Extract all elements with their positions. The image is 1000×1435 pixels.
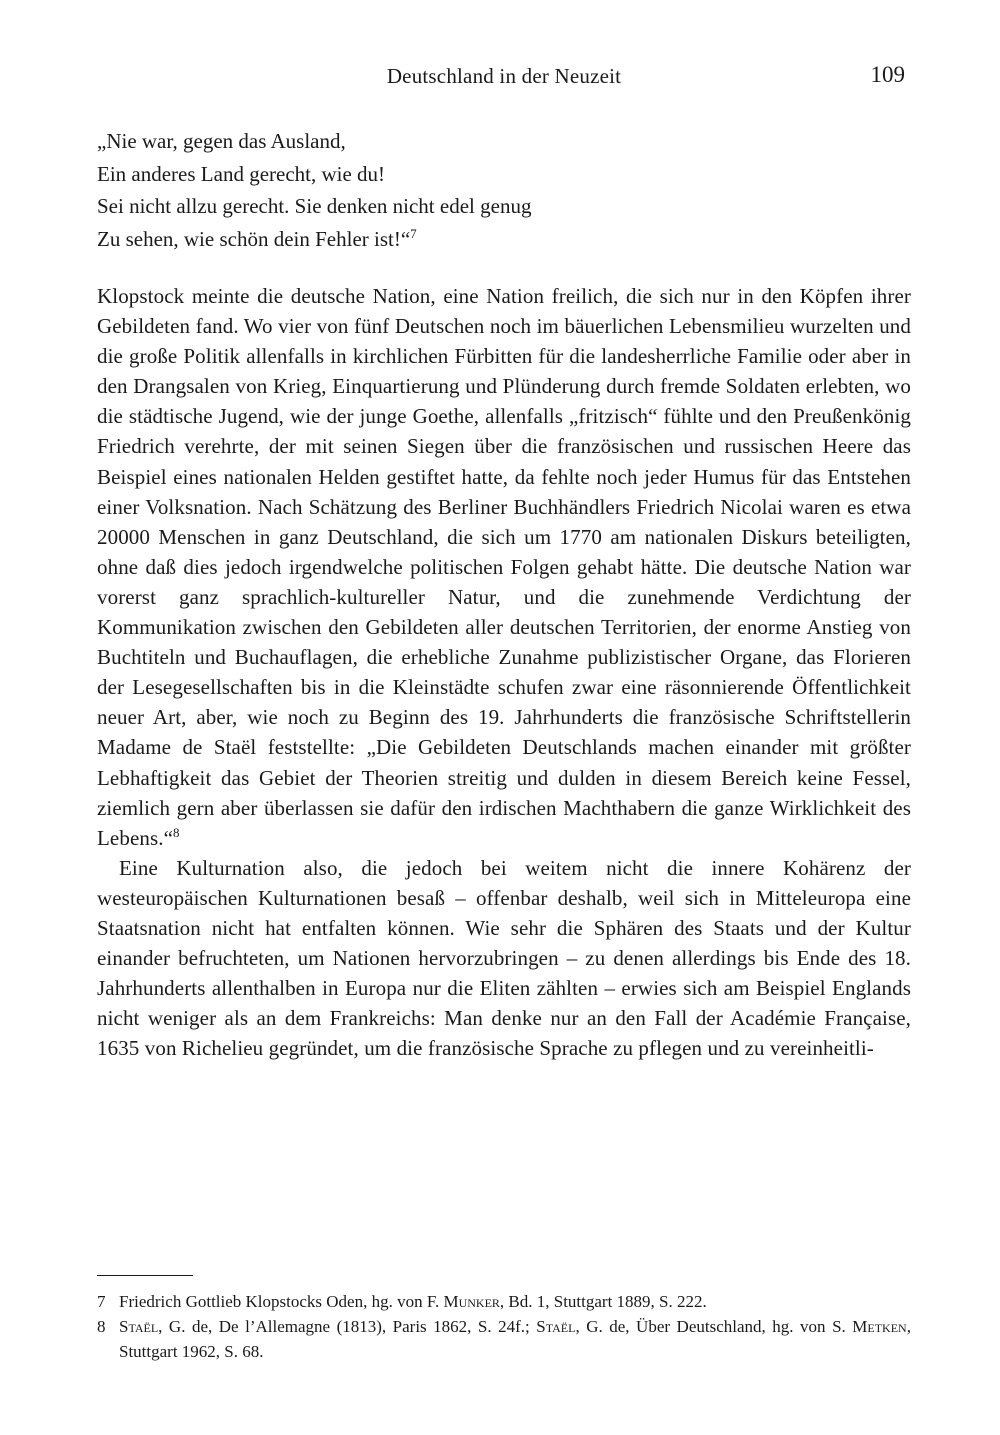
verse-line-text: Zu sehen, wie schön dein Fehler ist!“: [97, 226, 411, 251]
verse-line: Sei nicht allzu gerecht. Sie denken nicht edel genug: [97, 194, 532, 218]
footnote-text: , Stuttgart 1962, S. 68.: [119, 1317, 911, 1361]
footnote-divider: [97, 1275, 193, 1276]
footnote-number: 7: [97, 1292, 106, 1311]
footnote-text: , G. de, De l’Allemagne (1813), Paris 1862, S. 24f.;: [158, 1317, 537, 1336]
footnotes: [97, 1289, 911, 1364]
book-page: [97, 0, 911, 1435]
footnote-ref-7: 7: [410, 225, 417, 241]
verse-line-last: [97, 223, 911, 256]
running-head: [97, 64, 911, 94]
footnote-8: [97, 1314, 911, 1364]
verse-line: Ein anderes Land gerecht, wie du!: [97, 161, 386, 186]
body-text: [97, 281, 911, 1063]
footnote-text: , Bd. 1, Stuttgart 1889, S. 222.: [499, 1292, 707, 1311]
paragraph-2: Eine Kulturnation also, die jedoch bei weitem nicht die innere Kohärenz der westeuropäischen Kulturnationen besaß – offenbar deshalb, weil sich in Mitteleuropa eine Staatsnation nicht hat entfalten können. Wie sehr die Sphären des Staats und der Kultur einander befruchteten, um Nationen hervorzubringen – zu denen allerdings bis Ende des 18. Jahrhunderts allenthalben in Europa nur die Eliten zählten – erwies sich am Beispiel Englands nicht weniger als an dem Frankreichs: Man denke nur an den Fall der Académie Française, 1635 von Richelieu gegründet, um die französische Sprache zu pflegen und zu vereinheitli-: [97, 855, 911, 1061]
footnote-7: [97, 1289, 911, 1314]
verse-quote: [97, 125, 911, 255]
footnote-author: Staël: [119, 1317, 159, 1336]
footnote-author: Staël: [536, 1317, 576, 1336]
running-title: Deutschland in der Neuzeit: [386, 64, 622, 88]
paragraph-1: [97, 281, 911, 853]
footnote-number: 8: [97, 1317, 106, 1336]
footnote-ref-8: 8: [173, 824, 180, 840]
footnote-text: , G. de, Über Deutschland, hg. von S.: [575, 1317, 853, 1336]
footnote-author: Munker: [443, 1292, 500, 1311]
verse-line: „Nie war, gegen das Ausland,: [97, 129, 346, 153]
page-number: 109: [870, 62, 905, 87]
footnote-text: Friedrich Gottlieb Klopstocks Oden, hg. von F.: [119, 1292, 444, 1311]
footnote-author: Metken: [852, 1317, 907, 1336]
paragraph-1-text: Klopstock meinte die deutsche Nation, eine Nation freilich, die sich nur in den Köpfen ihrer Gebildeten fand. Wo vier von fünf Deutschen noch im bäuerlichen Lebensmilieu wurzelten und die große Politik allenfalls in kirchlichen Fürbitten für die landesherrliche Familie oder aber in den Drangsalen von Krieg, Einquartierung und Plünderung durch fremde Soldaten erlebten, wo die städtische Jugend, wie der junge Goethe, allenfalls „fritzisch“ fühlte und den Preußenkönig Friedrich verehrte, der mit seinen Siegen über die französischen und russischen Heere das Beispiel eines nationalen Helden gestiftet hatte, da fehlte noch jeder Humus für das Entstehen einer Volksnation. Nach Schätzung des Berliner Buchhändlers Friedrich Nicolai waren es etwa 20000 Menschen in ganz Deutschland, die sich um 1770 am nationalen Diskurs beteiligten, ohne daß dies jedoch irgendwelche politischen Folgen gehabt hätte. Die deutsche Nation war vorerst ganz sprachlich-kultureller Natur, und die zunehmende Verdichtung der Kommunikation zwischen den Gebildeten aller deutschen Territorien, der enorme Anstieg von Buchtiteln und Buchauflagen, die erhebliche Zunahme publizistischer Organe, das Florieren der Lesegesellschaften bis in die Kleinstädte schufen zwar eine räsonnierende Öffentlichkeit neuer Art, aber, wie noch zu Beginn des 19. Jahrhunderts die französische Schriftstellerin Madame de Staël feststellte: „Die Gebildeten Deutschlands machen einander mit größter Lebhaftigkeit das Gebiet der Theorien streitig und dulden in diesem Bereich keine Fessel, ziemlich gern aber überlassen sie dafür den irdischen Machthabern die ganze Wirklichkeit des Lebens.“: [97, 284, 911, 850]
